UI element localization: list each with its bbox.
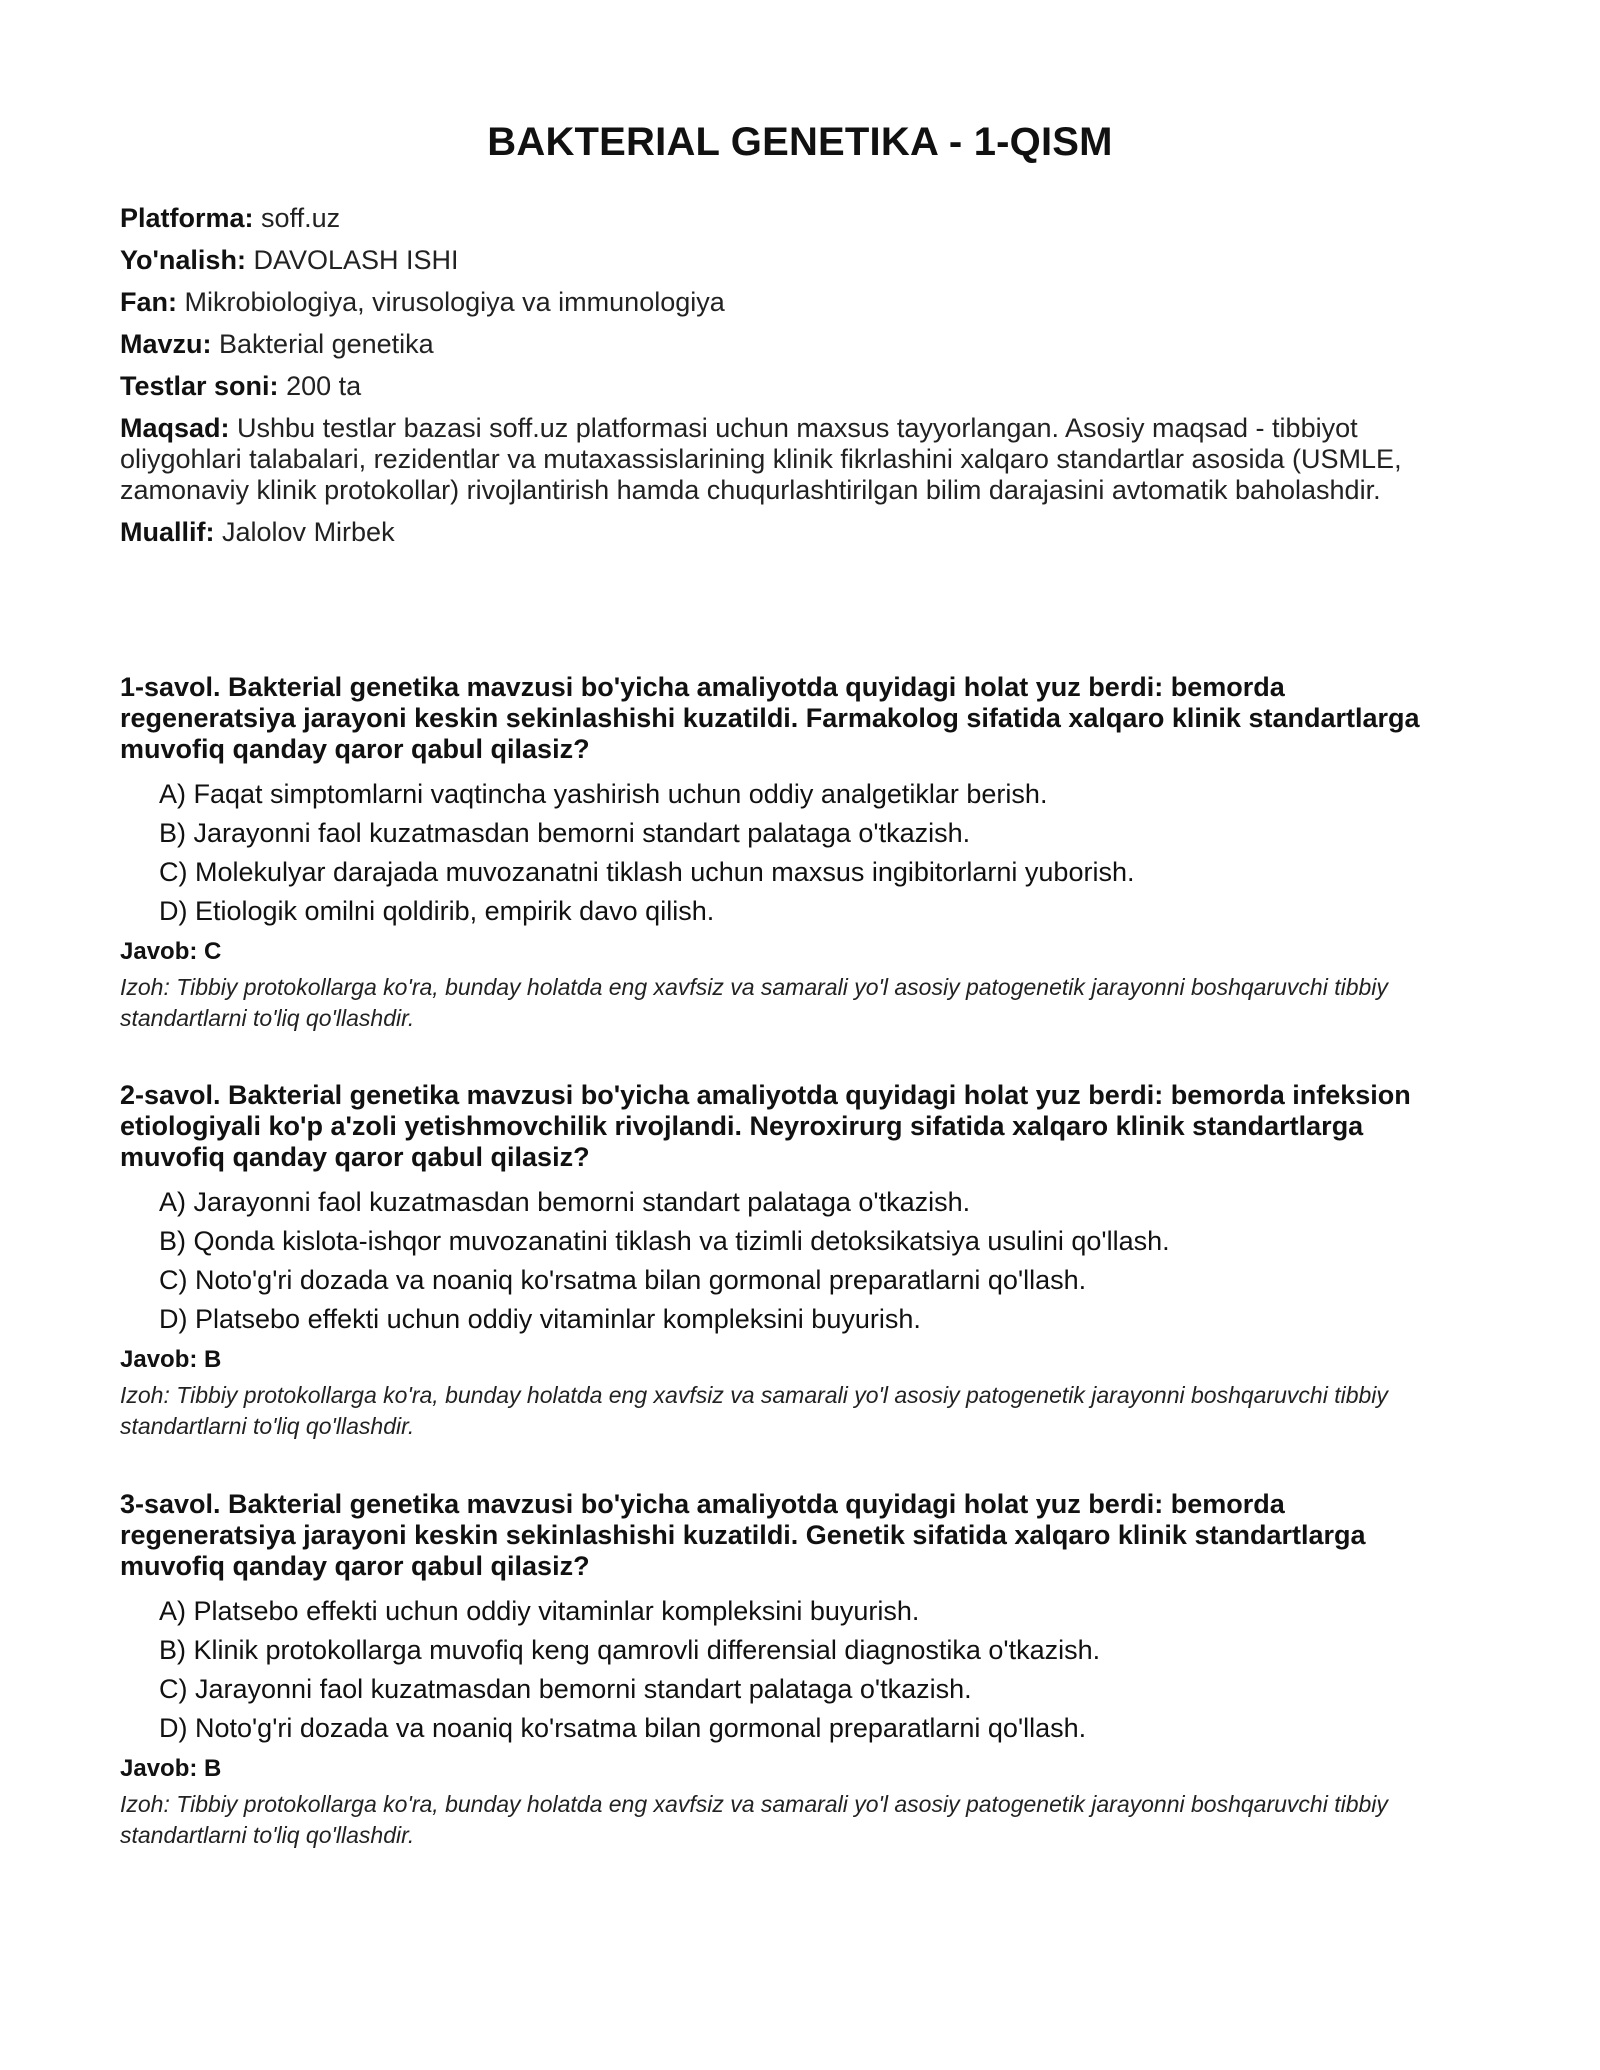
question-text: 1-savol. Bakterial genetika mavzusi bo'yicha amaliyotda quyidagi holat yuz berdi: bemorda regeneratsiya jarayoni keskin sekinlashishi kuzatildi. Farmakolog sifatida xalqaro klinik standartlarga muvofiq qanday qaror qabul qilasiz?: [120, 672, 1420, 764]
explanation-note: Izoh: Tibbiy protokollarga ko'ra, bunday holatda eng xavfsiz va samarali yo'l asosiy patogenetik jarayonni boshqaruvchi tibbiy standartlarni to'liq qo'llashdir.: [120, 974, 1388, 1031]
document-meta: [120, 203, 1460, 559]
meta-value: DAVOLASH ISHI: [253, 245, 459, 275]
meta-value: soff.uz: [261, 203, 341, 233]
option-c: C) Molekulyar darajada muvozanatni tiklash uchun maxsus ingibitorlarni yuborish.: [159, 857, 1135, 887]
option-d: D) Platsebo effekti uchun oddiy vitaminlar kompleksini buyurish.: [159, 1304, 921, 1334]
meta-label: Platforma:: [120, 203, 254, 233]
document-title: BAKTERIAL GENETIKA - 1-QISM: [487, 120, 1113, 164]
option-a: A) Platsebo effekti uchun oddiy vitaminlar kompleksini buyurish.: [159, 1596, 920, 1626]
meta-author: [120, 517, 1460, 548]
meta-label: Maqsad:: [120, 413, 230, 443]
option-c: C) Jarayonni faol kuzatmasdan bemorni standart palataga o'tkazish.: [159, 1674, 972, 1704]
answer-key: Javob: C: [120, 938, 222, 965]
answer-options: [159, 1596, 1460, 1752]
answer-options: [159, 779, 1460, 935]
question-block: [120, 672, 1460, 1034]
question-text: 2-savol. Bakterial genetika mavzusi bo'yicha amaliyotda quyidagi holat yuz berdi: bemorda infeksion etiologiyali ko'p a'zoli yetishmovchilik rivojlandi. Neyroxirurg sifatida xalqaro klinik standartlarga muvofiq qanday qaror qabul qilasiz?: [120, 1080, 1411, 1172]
meta-label: Fan:: [120, 287, 177, 317]
meta-value: Jalolov Mirbek: [222, 517, 395, 547]
meta-label: Muallif:: [120, 517, 215, 547]
explanation-note: Izoh: Tibbiy protokollarga ko'ra, bunday holatda eng xavfsiz va samarali yo'l asosiy patogenetik jarayonni boshqaruvchi tibbiy standartlarni to'liq qo'llashdir.: [120, 1791, 1388, 1848]
meta-platform: [120, 203, 1460, 234]
option-a: A) Faqat simptomlarni vaqtincha yashirish uchun oddiy analgetiklar berish.: [159, 779, 1048, 809]
meta-test-count: [120, 371, 1460, 402]
explanation-note: Izoh: Tibbiy protokollarga ko'ra, bunday holatda eng xavfsiz va samarali yo'l asosiy patogenetik jarayonni boshqaruvchi tibbiy standartlarni to'liq qo'llashdir.: [120, 1382, 1388, 1439]
option-b: B) Qonda kislota-ishqor muvozanatini tiklash va tizimli detoksikatsiya usulini qo'llash.: [159, 1226, 1170, 1256]
answer-key: Javob: B: [120, 1346, 222, 1373]
meta-value: Bakterial genetika: [219, 329, 434, 359]
meta-label: Yo'nalish:: [120, 245, 246, 275]
answer-options: [159, 1187, 1460, 1343]
meta-purpose: [120, 413, 1460, 506]
meta-label: Mavzu:: [120, 329, 212, 359]
question-block: [120, 1489, 1460, 1851]
meta-direction: [120, 245, 1460, 276]
option-b: B) Jarayonni faol kuzatmasdan bemorni standart palataga o'tkazish.: [159, 818, 971, 848]
meta-value: Ushbu testlar bazasi soff.uz platformasi uchun maxsus tayyorlangan. Asosiy maqsad - tibbiyot oliygohlari talabalari, rezidentlar va mutaxassislarining klinik fikrlashini xalqaro standartlar asosida (USMLE, zamonaviy klinik protokollar) rivojlantirish hamda chuqurlashtirilgan bilim darajasini avtomatik baholashdir.: [120, 413, 1402, 505]
meta-topic: [120, 329, 1460, 360]
meta-label: Testlar soni:: [120, 371, 279, 401]
option-a: A) Jarayonni faol kuzatmasdan bemorni standart palataga o'tkazish.: [159, 1187, 971, 1217]
option-c: C) Noto'g'ri dozada va noaniq ko'rsatma bilan gormonal preparatlarni qo'llash.: [159, 1265, 1087, 1295]
question-text: 3-savol. Bakterial genetika mavzusi bo'yicha amaliyotda quyidagi holat yuz berdi: bemorda regeneratsiya jarayoni keskin sekinlashishi kuzatildi. Genetik sifatida xalqaro klinik standartlarga muvofiq qanday qaror qabul qilasiz?: [120, 1489, 1366, 1581]
answer-key: Javob: B: [120, 1755, 222, 1782]
meta-value: 200 ta: [286, 371, 362, 401]
question-block: [120, 1080, 1460, 1442]
meta-subject: [120, 287, 1460, 318]
option-d: D) Etiologik omilni qoldirib, empirik davo qilish.: [159, 896, 715, 926]
option-d: D) Noto'g'ri dozada va noaniq ko'rsatma bilan gormonal preparatlarni qo'llash.: [159, 1713, 1087, 1743]
option-b: B) Klinik protokollarga muvofiq keng qamrovli differensial diagnostika o'tkazish.: [159, 1635, 1101, 1665]
meta-value: Mikrobiologiya, virusologiya va immunologiya: [184, 287, 725, 317]
